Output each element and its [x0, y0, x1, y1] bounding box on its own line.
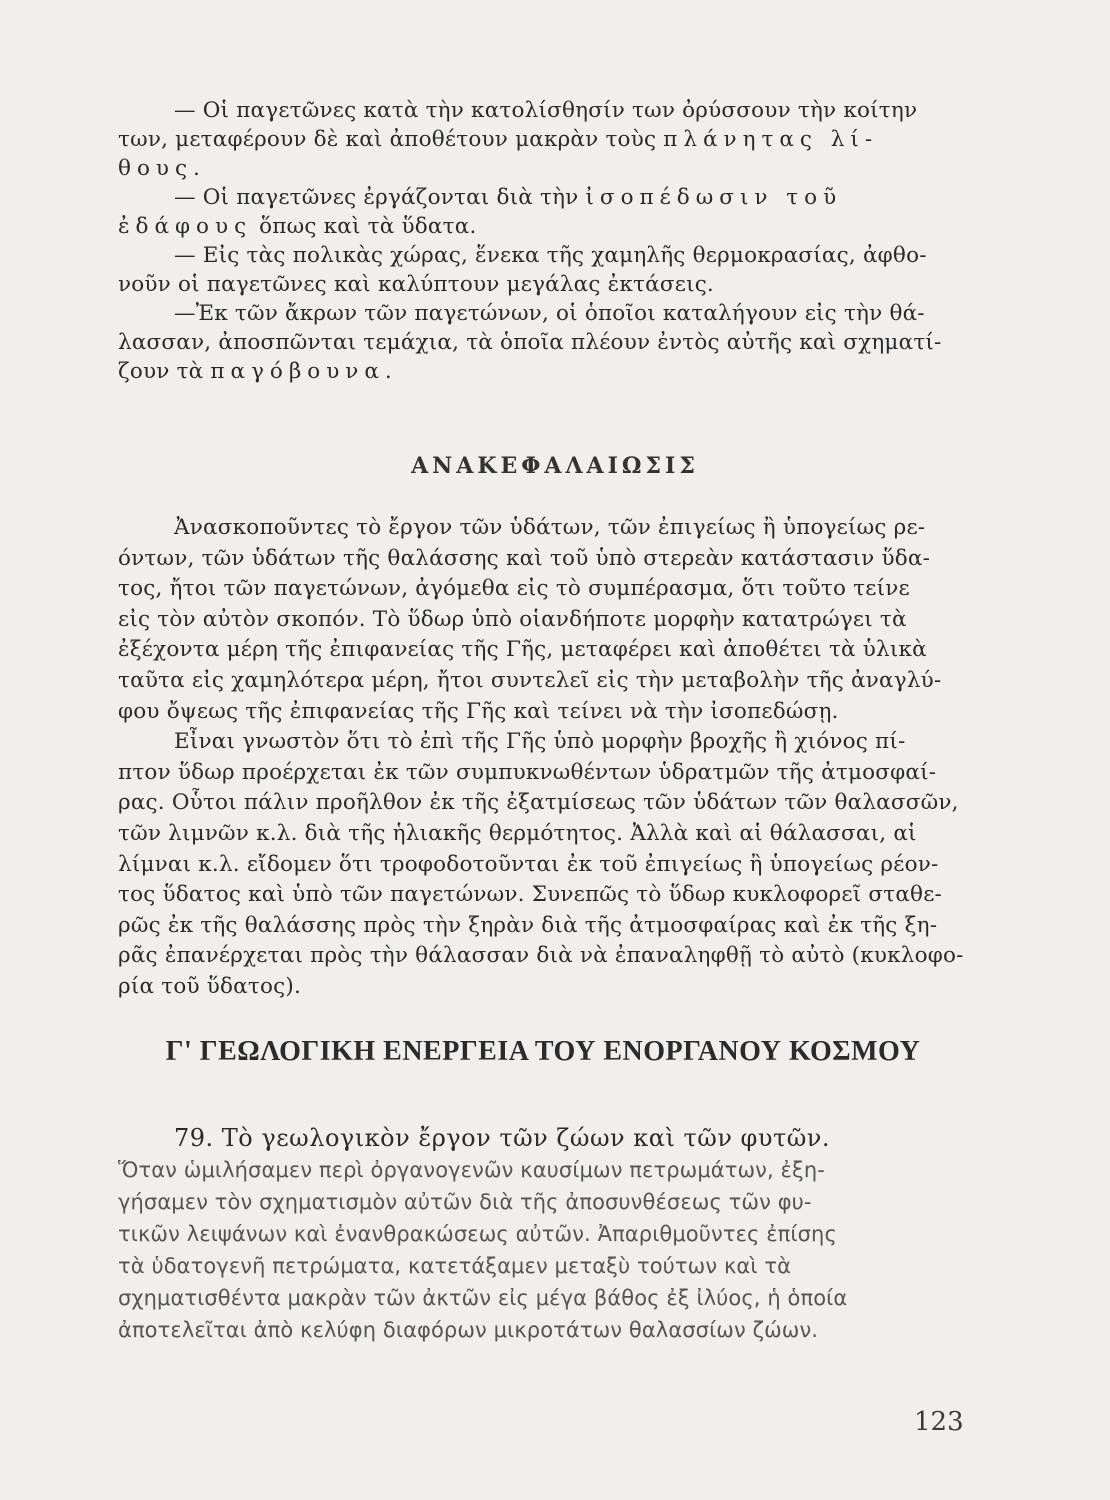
recap-line: τος, ἤτοι τῶν παγετώνων, ἀγόμεθα εἰς τὸ συμπέρασμα, ὅτι τοῦτο τείνε — [118, 576, 910, 602]
recap-line: φου ὄψεως τῆς ἐπιφανείας τῆς Γῆς καὶ τείνει νὰ τὴν ἰσοπεδώσῃ. — [118, 698, 839, 724]
paragraph-79-line: τὰ ὑδατογενῆ πετρώματα, κατετάξαμεν μεταξὺ τούτων καὶ τὰ — [118, 1254, 792, 1278]
bullet-3-line-1: — Εἰς τὰς πολικὰς χώρας, ἕνεκα τῆς χαμηλῆς θερμοκρασίας, ἀφθο- — [174, 243, 927, 268]
bullet-1-line-1: — Οἱ παγετῶνες κατὰ τὴν κατολίσθησίν των ὀρύσσουν τὴν κοίτην — [174, 98, 918, 123]
bullet-4-spaced-term: παγόβουνα. — [210, 359, 398, 384]
recap-line: Ἀνασκοποῦντες τὸ ἔργον τῶν ὑδάτων, τῶν ἐπιγείως ἢ ὑπογείως ρε- — [174, 515, 926, 540]
bullet-4-text: ζουν τὰ — [118, 359, 211, 384]
recap-line: ρία τοῦ ὕδατος). — [118, 973, 301, 999]
recap-line: εἰς τὸν αὐτὸν σκοπόν. Τὸ ὕδωρ ὑπὸ οἱανδήποτε μορφὴν κατατρώγει τὰ — [118, 606, 907, 632]
bullet-2-line-1 — [118, 183, 968, 212]
bullet-4-line-3 — [118, 357, 968, 386]
paragraph-79-line: ἀποτελεῖται ἀπὸ κελύφη διαφόρων μικροτάτων θαλασσίων ζώων. — [118, 1318, 819, 1342]
bullet-4-line-1: —Ἐκ τῶν ἄκρων τῶν παγετώνων, οἱ ὁποῖοι καταλήγουν εἰς τὴν θά- — [174, 301, 925, 326]
recap-line: ρῶς ἐκ τῆς θαλάσσης πρὸς τὴν ξηρὰν διὰ τῆς ἀτμοσφαίρας καὶ ἐκ τῆς ξη- — [118, 912, 938, 938]
recap-line: Εἶναι γνωστὸν ὅτι τὸ ἐπὶ τῆς Γῆς ὑπὸ μορφὴν βροχῆς ἢ χιόνος πί- — [174, 729, 906, 755]
bullet-1-spaced-term-end: θους. — [118, 156, 206, 181]
page-number: 123 — [914, 1407, 964, 1437]
recap-line: λίμναι κ.λ. εἴδομεν ὅτι τροφοδοτοῦνται ἐκ τοῦ ἐπιγείως ἢ ὑπογείως ρέον- — [118, 851, 939, 877]
bullet-2-line-2 — [118, 212, 968, 241]
recap-line: τῶν λιμνῶν κ.λ. διὰ τῆς ἡλιακῆς θερμότητος. Ἀλλὰ καὶ αἱ θάλασσαι, αἱ — [118, 820, 917, 846]
paragraph-79-line: τικῶν λειψάνων καὶ ἐνανθρακώσεως αὐτῶν. Ἀπαριθμοῦντες ἐπίσης — [118, 1222, 837, 1246]
glacier-bullet-list — [118, 96, 968, 386]
bullet-2-text: — Οἱ παγετῶνες ἐργάζονται διὰ τὴν — [174, 185, 586, 210]
recap-line: ρᾶς ἐπανέρχεται πρὸς τὴν θάλασσαν διὰ νὰ ἐπαναληφθῇ τὸ αὐτὸ (κυκλοφο- — [118, 943, 964, 969]
paragraph-79-title: 79. Τὸ γεωλογικὸν ἔργον τῶν ζώων καὶ τῶν φυτῶν. — [174, 1124, 831, 1152]
bullet-3-line-2: νοῦν οἱ παγετῶνες καὶ καλύπτουν μεγάλας ἐκτάσεις. — [118, 272, 714, 297]
recap-line: πτον ὕδωρ προέρχεται ἐκ τῶν συμπυκνωθέντων ὑδρατμῶν τῆς ἀτμοσφαί- — [118, 759, 937, 785]
recap-line: όντων, τῶν ὑδάτων τῆς θαλάσσης καὶ τοῦ ὑπὸ στερεὰν κατάστασιν ὕδα- — [118, 545, 931, 571]
recap-line: τος ὕδατος καὶ ὑπὸ τῶν παγετώνων. Συνεπῶς τὸ ὕδωρ κυκλοφορεῖ σταθε- — [118, 882, 942, 908]
paragraph-79 — [118, 1122, 968, 1346]
recap-line: ταῦτα εἰς χαμηλότερα μέρη, ἤτοι συντελεῖ εἰς τὴν μεταβολὴν τῆς ἀναγλύ- — [118, 667, 942, 693]
bullet-1-spaced-term: πλάνητας λί- — [663, 127, 879, 152]
bullet-1-text: των, μεταφέρουν δὲ καὶ ἀποθέτουν μακρὰν τοὺς — [118, 127, 664, 152]
paragraph-79-line: σχηματισθέντα μακρὰν τῶν ἀκτῶν εἰς μέγα βάθος ἐξ ἰλύος, ἡ ὁποία — [118, 1286, 848, 1310]
recap-heading: ΑΝΑΚΕΦΑΛΑΙΩΣΙΣ — [411, 453, 699, 479]
section-heading: Γ' ΓΕΩΛΟΓΙΚΗ ΕΝΕΡΓΕΙΑ ΤΟΥ ΕΝΟΡΓΑΝΟΥ ΚΟΣΜΟΥ — [165, 1036, 921, 1067]
paragraph-79-line: Ὅταν ὡμιλήσαμεν περὶ ὀργανογενῶν καυσίμων πετρωμάτων, ἐξη- — [118, 1158, 825, 1182]
bullet-4-line-2: λασσαν, ἀποσπῶνται τεμάχια, τὰ ὁποῖα πλέουν ἐντὸς αὐτῆς καὶ σχηματί- — [118, 330, 942, 355]
bullet-2-spaced-term: ἰσοπέδωσιν τοῦ — [585, 185, 843, 210]
bullet-1-line-2 — [118, 125, 968, 154]
bullet-2-spaced-term-end: ἐδάφους — [118, 214, 253, 239]
bullet-2-text-end: ὅπως καὶ τὰ ὕδατα. — [252, 214, 477, 239]
paragraph-79-line: γήσαμεν τὸν σχηματισμὸν αὐτῶν διὰ τῆς ἀποσυνθέσεως τῶν φυ- — [118, 1190, 812, 1214]
recap-line: ρας. Οὗτοι πάλιν προῆλθον ἐκ τῆς ἐξατμίσεως τῶν ὑδάτων τῶν θαλασσῶν, — [118, 790, 959, 816]
recap-paragraphs — [118, 513, 968, 1003]
bullet-1-line-3 — [118, 154, 968, 183]
recap-line: ἐξέχοντα μέρη τῆς ἐπιφανείας τῆς Γῆς, μεταφέρει καὶ ἀποθέτει τὰ ὑλικὰ — [118, 637, 927, 663]
